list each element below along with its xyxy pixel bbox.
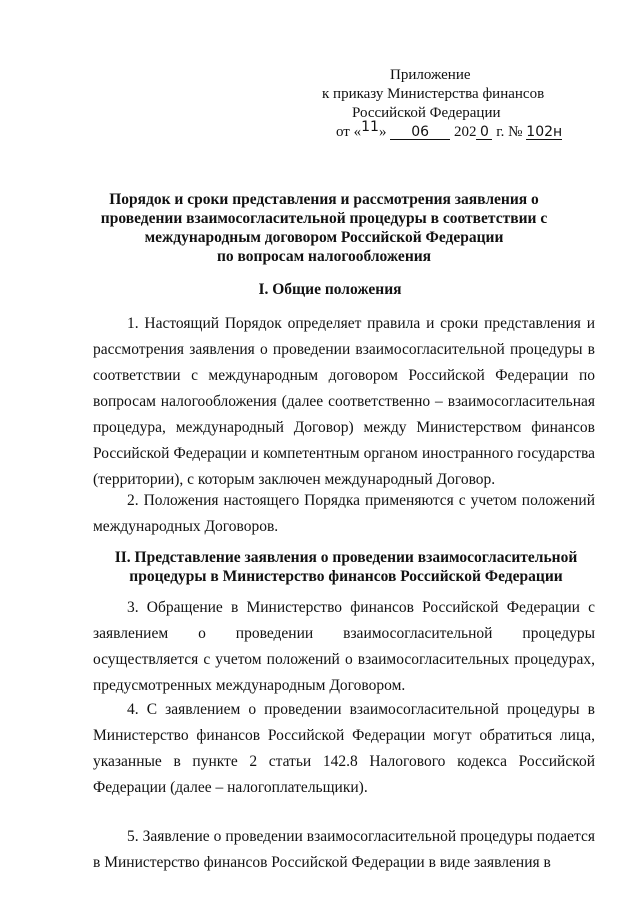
title-line-1: Порядок и сроки представления и рассмотрения заявления о	[109, 191, 539, 208]
title-line-4: по вопросам налогообложения	[216, 248, 432, 265]
order-reference: к приказу Министерства финансов	[322, 86, 545, 102]
date-prefix: от «	[336, 124, 362, 140]
paragraph-2: 2. Положения настоящего Порядка применяются с учетом положений международных Договоров.	[93, 492, 595, 535]
order-date-line	[314, 119, 574, 142]
paragraph-1: 1. Настоящий Порядок определяет правила и сроки представления и рассмотрения заявления о проведении взаимосогласительной процедуры в соответствии с международным договором Российской Федерации по вопросам налогообложения (далее соответственно – взаимосогласительная процедура, международный Договор) между Министерством финансов Российской Федерации и компетентным органом иностранного государства (территории), с которым заключен международный Договор.	[93, 315, 595, 488]
title-line-3: международным договором Российской Федерации	[144, 229, 504, 246]
date-day-close: »	[378, 124, 387, 140]
date-day: 11	[361, 119, 379, 135]
paragraph-3: 3. Обращение в Министерство финансов Российской Федерации с заявлением о проведении взаимосогласительной процедуры осуществляется с учетом положений о взаимосогласительных процедурах, предусмотренных международным Договором.	[93, 599, 595, 694]
section-1-heading: I. Общие положения	[258, 281, 402, 298]
date-year-digit: 0	[476, 125, 492, 140]
section-2-heading	[96, 548, 596, 586]
title-line-2: проведении взаимосогласительной процедуры в соответствии с	[100, 210, 548, 227]
order-number-prefix: г. №	[496, 124, 523, 140]
document-title	[72, 190, 576, 266]
ministry-name: Российской Федерации	[352, 105, 501, 121]
order-header	[314, 66, 574, 142]
section-2-line-2: процедуры в Министерство финансов Российской Федерации	[129, 568, 563, 585]
date-year-prefix: 202	[453, 124, 477, 140]
section-2-line-1: II. Представление заявления о проведении взаимосогласительной	[114, 549, 578, 566]
date-month: 06	[390, 125, 450, 140]
paragraph-4: 4. С заявлением о проведении взаимосогласительной процедуры в Министерство финансов Российской Федерации могут обратиться лица, указанные в пункте 2 статьи 142.8 Налогового кодекса Российской Федерации (далее – налогоплательщики).	[93, 701, 595, 796]
appendix-label: Приложение	[390, 67, 471, 83]
order-number: 102н	[526, 124, 563, 140]
paragraph-5: 5. Заявление о проведении взаимосогласительной процедуры подается в Министерство финансов Российской Федерации в виде заявления в	[93, 828, 595, 871]
